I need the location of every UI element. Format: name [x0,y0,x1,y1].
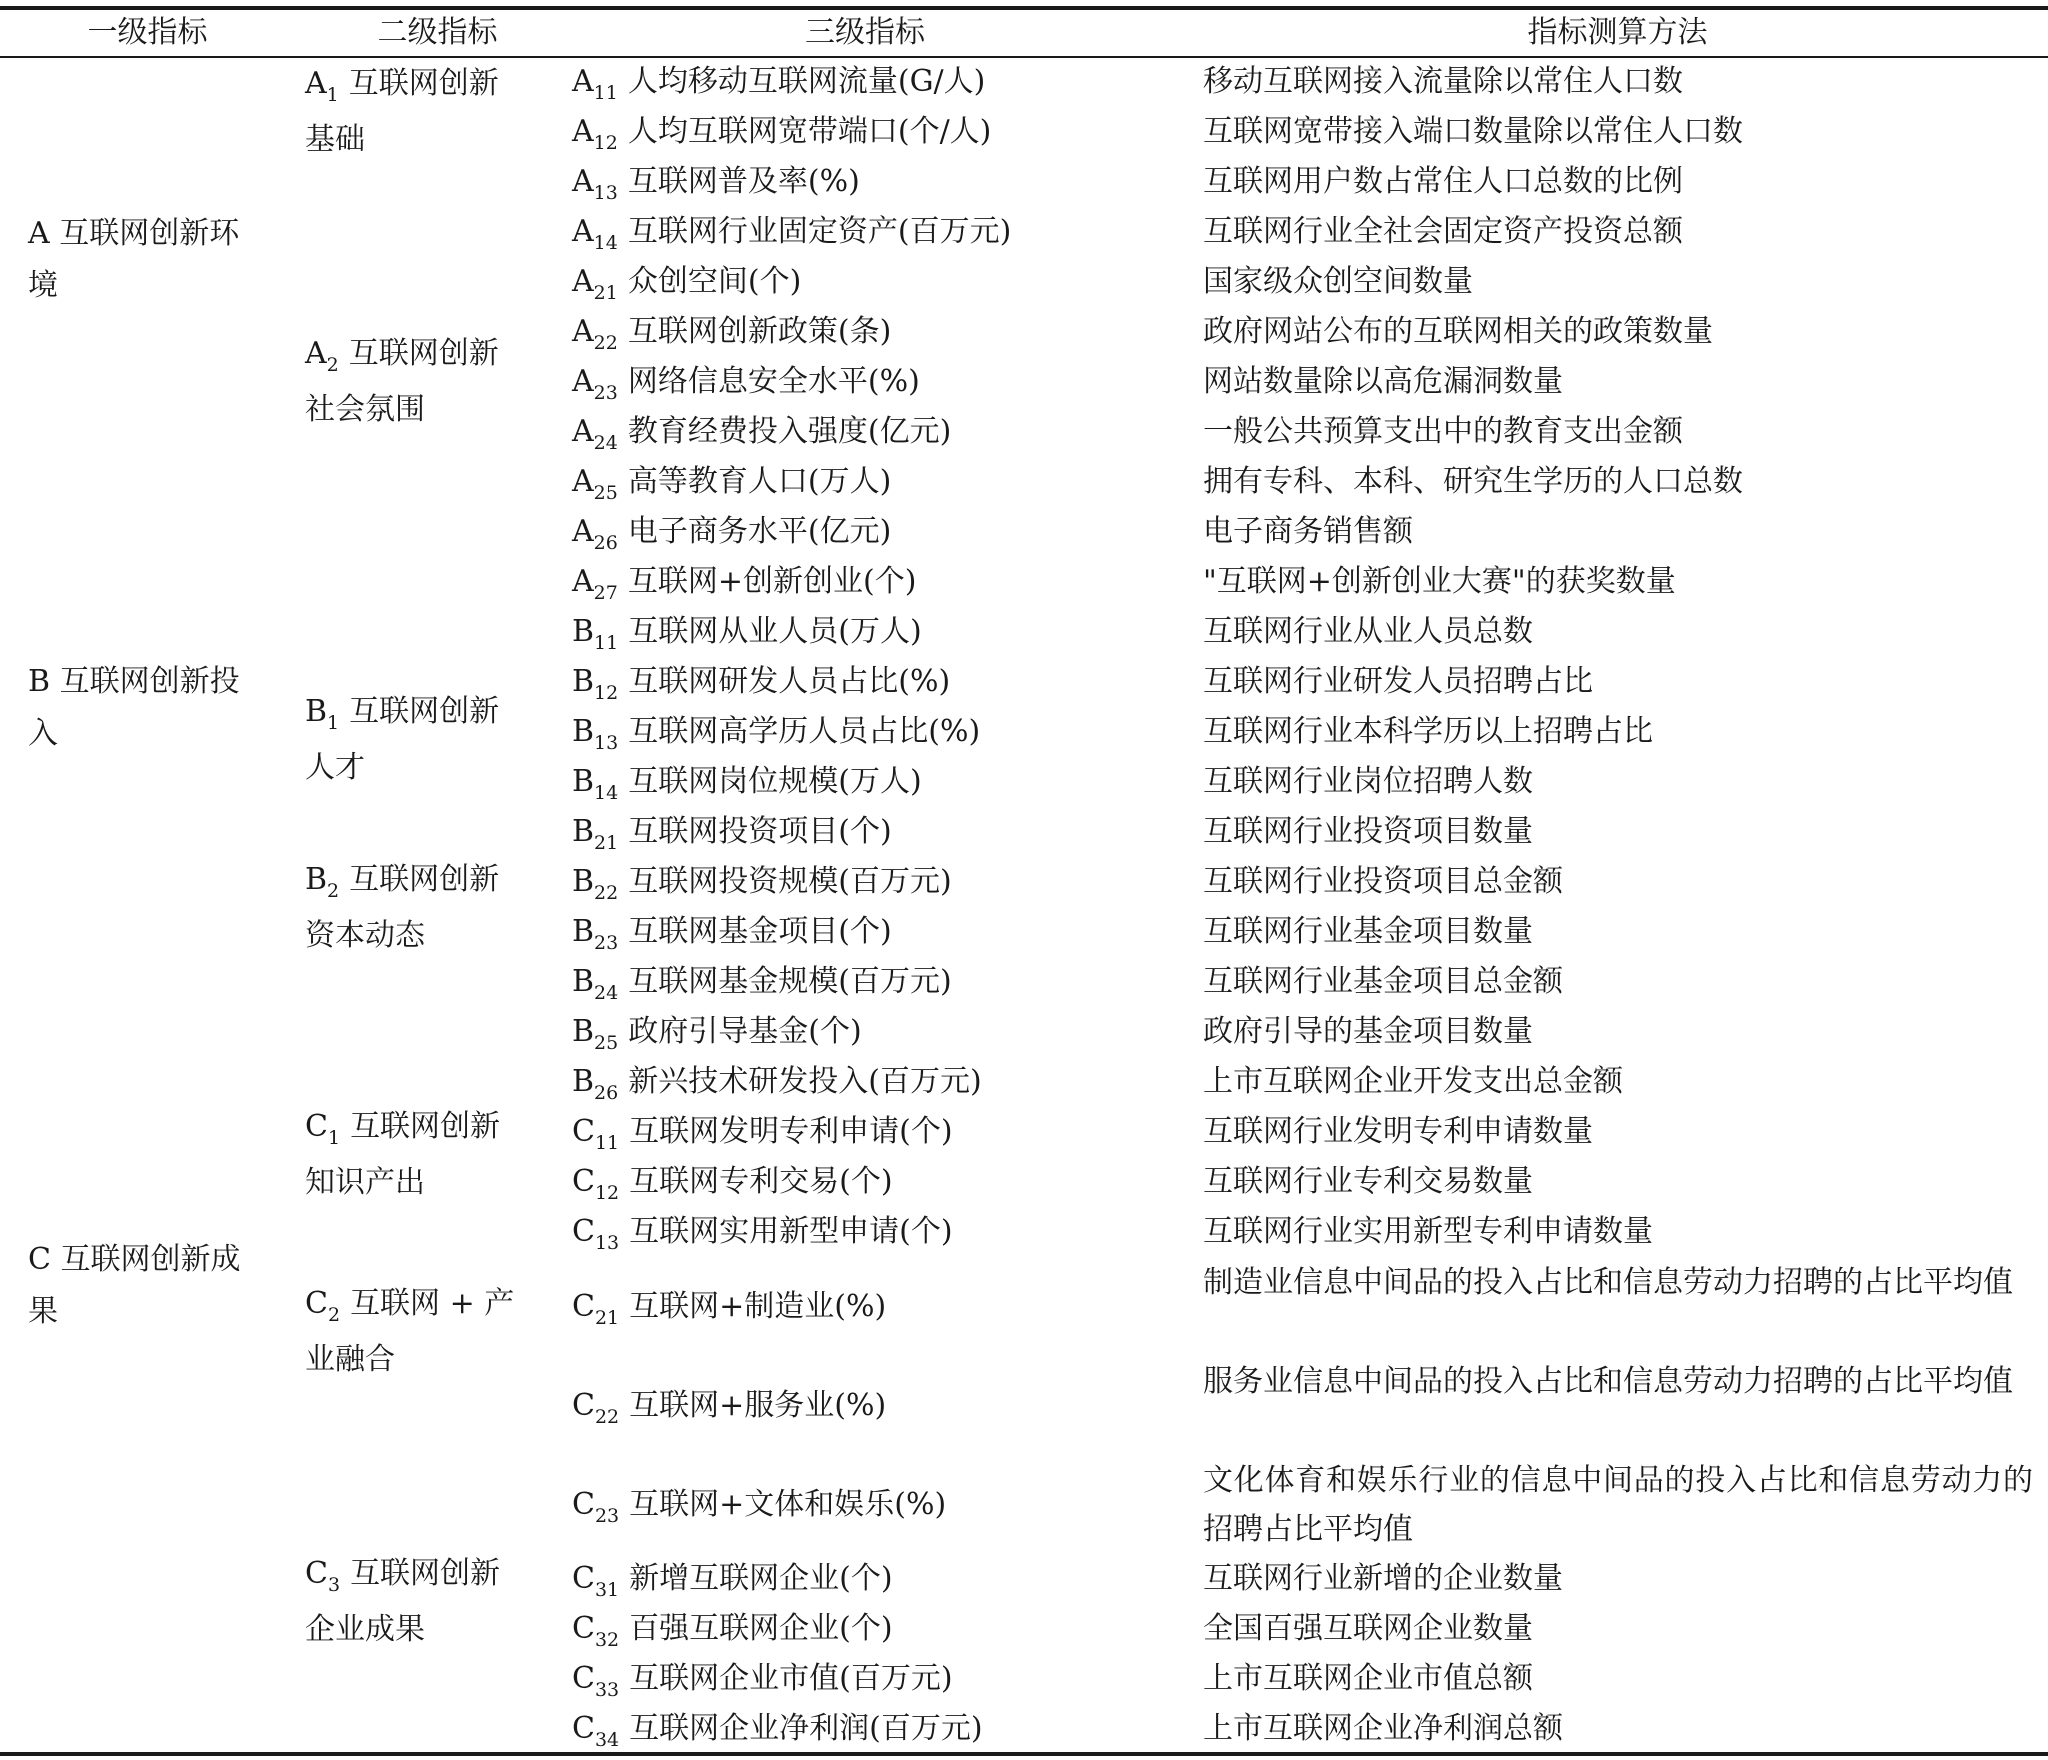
indicator-name: 互联网+制造业(%) [629,1288,887,1324]
code-letter: A [572,264,594,299]
indicator-code [572,1711,620,1751]
code-subscript: 14 [593,232,618,254]
header-level3: 三级指标 [805,15,925,50]
indicator-name: 互联网高学历人员占比(%) [628,714,981,749]
code-letter: C [572,1711,595,1746]
indicator-name: 互联网企业市值(百万元) [629,1661,953,1696]
indicator-code [572,264,618,304]
level1-label-line1: C 互联网创新成 [28,1242,241,1277]
method-cell: 互联网行业全社会固定资产投资总额 [1203,214,1683,249]
level2-code [305,1109,341,1149]
indicator-name: 百强互联网企业(个) [629,1611,893,1646]
level2-label-line2: 社会氛围 [305,392,425,427]
indicator-name: 网络信息安全水平(%) [627,364,920,399]
code-subscript: 22 [594,882,619,904]
indicator-cell [572,57,985,107]
code-letter: A [572,564,594,599]
code-letter: C [305,1109,328,1144]
code-subscript: 2 [327,880,340,902]
code-subscript: 31 [594,1579,620,1601]
indicator-cell [572,907,892,957]
code-subscript: 26 [593,532,618,554]
method-cell: 拥有专科、本科、研究生学历的人口总数 [1203,464,1743,499]
indicator-cell [572,1107,953,1157]
method-cell: 移动互联网接入流量除以常住人口数 [1203,64,1683,99]
code-subscript: 22 [594,1405,620,1428]
level1-cell [28,656,240,760]
indicator-name: 互联网实用新型申请(个) [629,1214,953,1249]
level2-label-line1: 互联网创新 [349,694,500,729]
indicator-code [572,664,619,704]
indicator-name: 人均移动互联网流量(G/人) [627,64,986,99]
level2-code [305,1286,341,1326]
code-letter: B [572,714,595,749]
level2-cell [305,1276,514,1388]
indicator-name: 互联网企业净利润(百万元) [629,1711,983,1746]
code-letter: C [572,1214,595,1249]
indicator-cell [572,707,980,757]
code-letter: A [572,364,594,399]
method-cell: 全国百强互联网企业数量 [1203,1611,1533,1646]
indicator-name: 互联网+服务业(%) [629,1387,887,1423]
code-letter: B [572,814,595,849]
indicator-code [572,1014,619,1054]
code-subscript: 3 [327,1574,341,1596]
indicator-cell [572,607,922,657]
indicator-code [572,564,618,604]
code-subscript: 1 [327,1127,341,1149]
method-cell: 电子商务销售额 [1203,514,1413,549]
indicator-code [572,814,619,854]
code-subscript: 24 [593,432,618,454]
method-cell: 互联网行业本科学历以上招聘占比 [1203,714,1653,749]
indicator-cell [572,1480,946,1530]
code-letter: C [572,1387,595,1423]
indicator-code [572,864,619,904]
code-subscript: 13 [594,732,619,754]
indicator-cell [572,257,801,307]
method-cell: 互联网行业专利交易数量 [1203,1164,1533,1199]
method-cell: 国家级众创空间数量 [1203,264,1473,299]
code-letter: B [572,664,595,699]
indicator-name: 互联网+创新创业(个) [627,564,917,599]
indicator-code [572,764,619,804]
code-subscript: 11 [593,82,618,104]
indicator-cell [572,1554,893,1604]
level2-label-line2: 业融合 [305,1342,395,1377]
indicator-cell [572,1282,886,1332]
indicator-name: 互联网+文体和娱乐(%) [629,1486,947,1522]
level2-code [305,862,340,902]
method-cell: 制造业信息中间品的投入占比和信息劳动力招聘的占比平均值 [1203,1265,2013,1300]
method-cell: 服务业信息中间品的投入占比和信息劳动力招聘的占比平均值 [1203,1364,2013,1399]
level2-code [305,336,339,376]
code-subscript: 12 [593,132,618,154]
indicator-code [572,1387,620,1428]
code-letter: C [572,1288,595,1324]
level2-label-line2: 企业成果 [305,1612,425,1647]
level2-cell [305,852,499,964]
code-letter: B [572,1064,595,1099]
indicator-code [572,1611,620,1651]
indicator-name: 高等教育人口(万人) [627,464,892,499]
code-letter: B [305,694,328,729]
code-subscript: 2 [326,354,339,376]
indicator-code [572,964,619,1004]
method-cell: 上市互联网企业市值总额 [1203,1661,1533,1696]
code-letter: A [572,214,594,249]
code-subscript: 23 [594,932,619,954]
code-letter: A [572,114,594,149]
level2-label-line1: 互联网创新 [350,1556,501,1591]
indicator-cell [572,1704,983,1754]
indicator-code [572,314,618,354]
method-cell: 一般公共预算支出中的教育支出金额 [1203,414,1683,449]
indicator-code [572,514,618,554]
indicator-code [572,364,618,404]
code-letter: B [572,1014,595,1049]
indicator-cell [572,507,891,557]
code-subscript: 22 [593,332,618,354]
indicator-cell [572,1604,893,1654]
indicator-code [572,214,618,254]
indicator-name: 人均互联网宽带端口(个/人) [627,114,992,149]
indicator-cell [572,457,891,507]
indicator-name: 互联网岗位规模(万人) [628,764,922,799]
indicator-code [572,414,618,454]
indicator-cell [572,307,891,357]
level2-cell [305,56,499,168]
indicator-name: 政府引导基金(个) [628,1014,862,1049]
code-subscript: 26 [594,1082,619,1104]
method-cell: 互联网行业岗位招聘人数 [1203,764,1533,799]
method-cell: 互联网行业从业人员总数 [1203,614,1533,649]
level2-code [305,1556,341,1596]
code-subscript: 33 [594,1679,620,1701]
method-cell: 互联网行业投资项目数量 [1203,814,1533,849]
method-cell: 文化体育和娱乐行业的信息中间品的投入占比和信息劳动力的招聘占比平均值 [1203,1463,2033,1547]
indicator-code [572,1064,619,1104]
indicator-code [572,714,619,754]
code-subscript: 25 [594,1032,619,1054]
code-letter: C [305,1556,328,1591]
code-subscript: 23 [593,382,618,404]
indicator-code [572,114,618,154]
indicator-name: 互联网研发人员占比(%) [628,664,951,699]
method-cell: 互联网行业基金项目总金额 [1203,964,1563,999]
code-letter: A [305,336,327,371]
indicator-name: 新兴技术研发投入(百万元) [628,1064,982,1099]
level2-label-line1: 互联网创新 [350,1109,501,1144]
level2-label-line2: 知识产出 [305,1165,425,1200]
code-letter: B [572,964,595,999]
indicator-name: 互联网发明专利申请(个) [629,1114,953,1149]
indicator-cell [572,657,950,707]
indicator-name: 互联网创新政策(条) [627,314,892,349]
code-letter: C [572,1164,595,1199]
indicator-code [572,1164,620,1204]
code-letter: B [572,914,595,949]
indicator-code [572,1661,620,1701]
level2-cell [305,326,499,438]
level2-cell [305,1099,500,1211]
indicator-name: 互联网基金项目(个) [628,914,892,949]
level1-label-line2: 入 [28,716,58,751]
indicator-cell [572,1057,982,1107]
code-letter: B [572,764,595,799]
level1-label-line2: 境 [28,268,58,303]
header-level2: 二级指标 [377,15,498,50]
level1-cell [28,1234,241,1338]
indicator-name: 互联网专利交易(个) [629,1164,893,1199]
level2-code [305,694,340,734]
code-subscript: 27 [593,582,618,604]
code-letter: A [572,314,594,349]
indicator-code [572,1288,620,1329]
method-cell: 政府引导的基金项目数量 [1203,1014,1533,1049]
level2-code [305,66,339,106]
indicator-name: 互联网行业固定资产(百万元) [627,214,1012,249]
level2-label-line1: 互联网创新 [349,862,500,897]
level2-label-line2: 基础 [305,122,365,157]
code-subscript: 13 [594,1232,620,1254]
indicator-code [572,1214,620,1254]
indicator-code [572,64,618,104]
level2-label-line2: 人才 [305,750,365,785]
method-cell: 上市互联网企业开发支出总金额 [1203,1064,1623,1099]
indicator-name: 互联网普及率(%) [627,164,860,199]
indicator-name: 电子商务水平(亿元) [627,514,892,549]
code-subscript: 21 [593,282,618,304]
indicator-name: 新增互联网企业(个) [629,1561,893,1596]
code-letter: A [572,164,594,199]
code-letter: A [305,66,327,101]
indicator-code [572,464,618,504]
indicator-code [572,1114,620,1154]
indicator-cell [572,157,860,207]
code-letter: C [572,1611,595,1646]
code-subscript: 24 [594,982,619,1004]
indicator-name: 互联网从业人员(万人) [628,614,922,649]
indicator-cell [572,957,952,1007]
indicator-cell [572,207,1011,257]
level2-label-line1: 互联网创新 [348,66,499,101]
code-letter: C [305,1286,328,1321]
code-subscript: 12 [594,1182,620,1204]
indicator-name: 互联网投资规模(百万元) [628,864,952,899]
code-subscript: 2 [327,1304,341,1326]
method-cell: 互联网行业实用新型专利申请数量 [1203,1214,1653,1249]
level1-cell [28,208,239,312]
method-cell: "互联网+创新创业大赛"的获奖数量 [1203,564,1676,599]
code-subscript: 11 [594,1132,620,1154]
indicator-cell [572,807,892,857]
method-cell: 互联网宽带接入端口数量除以常住人口数 [1203,114,1743,149]
method-cell: 互联网行业研发人员招聘占比 [1203,664,1593,699]
indicator-cell [572,1654,953,1704]
indicator-cell [572,1381,886,1431]
method-cell: 互联网行业投资项目总金额 [1203,864,1563,899]
indicator-cell [572,557,916,607]
method-cell: 互联网行业新增的企业数量 [1203,1561,1563,1596]
code-subscript: 12 [594,682,619,704]
code-letter: C [572,1486,595,1522]
indicator-code [572,164,618,204]
indicator-cell [572,107,991,157]
indicator-cell [572,757,922,807]
code-subscript: 13 [593,182,618,204]
code-letter: B [572,864,595,899]
indicator-cell [572,1157,893,1207]
indicator-code [572,614,619,654]
level2-cell [305,684,499,796]
code-letter: A [572,464,594,499]
code-letter: C [572,1661,595,1696]
code-subscript: 1 [327,712,340,734]
indicator-name: 互联网投资项目(个) [628,814,892,849]
indicator-cell [572,1207,953,1257]
indicator-code [572,1561,620,1601]
method-cell: 互联网行业发明专利申请数量 [1203,1114,1593,1149]
code-letter: B [305,862,328,897]
indicator-name: 教育经费投入强度(亿元) [627,414,952,449]
code-letter: A [572,514,594,549]
level2-label-line2: 资本动态 [305,918,425,953]
level1-label-line1: A 互联网创新环 [28,216,240,251]
code-subscript: 1 [326,84,339,106]
code-subscript: 11 [594,632,619,654]
code-subscript: 14 [594,782,619,804]
code-letter: A [572,64,594,99]
code-letter: C [572,1561,595,1596]
indicator-name: 互联网基金规模(百万元) [628,964,952,999]
method-cell: 政府网站公布的互联网相关的政策数量 [1203,314,1713,349]
code-letter: C [572,1114,595,1149]
code-subscript: 21 [594,832,619,854]
code-letter: A [572,414,594,449]
level1-label-line1: B 互联网创新投 [28,664,240,699]
header-level1: 一级指标 [87,15,208,50]
code-letter: B [572,614,595,649]
indicator-cell [572,857,952,907]
header-method: 指标测算方法 [1527,15,1708,50]
indicator-code [572,914,619,954]
code-subscript: 25 [593,482,618,504]
indicator-name: 众创空间(个) [627,264,802,299]
code-subscript: 21 [594,1306,620,1329]
level2-cell [305,1546,500,1658]
indicator-code [572,1486,620,1527]
indicator-cell [572,357,920,407]
level1-label-line2: 果 [28,1294,58,1329]
code-subscript: 32 [594,1629,620,1651]
indicator-cell [572,1007,862,1057]
code-subscript: 23 [594,1504,620,1527]
code-subscript: 34 [594,1729,620,1751]
method-cell: 上市互联网企业净利润总额 [1203,1711,1563,1746]
level2-label-line1: 互联网 + 产 [350,1286,515,1321]
indicator-cell [572,407,951,457]
level2-label-line1: 互联网创新 [348,336,499,371]
method-cell: 互联网用户数占常住人口总数的比例 [1203,164,1683,199]
method-cell: 互联网行业基金项目数量 [1203,914,1533,949]
method-cell: 网站数量除以高危漏洞数量 [1203,364,1563,399]
